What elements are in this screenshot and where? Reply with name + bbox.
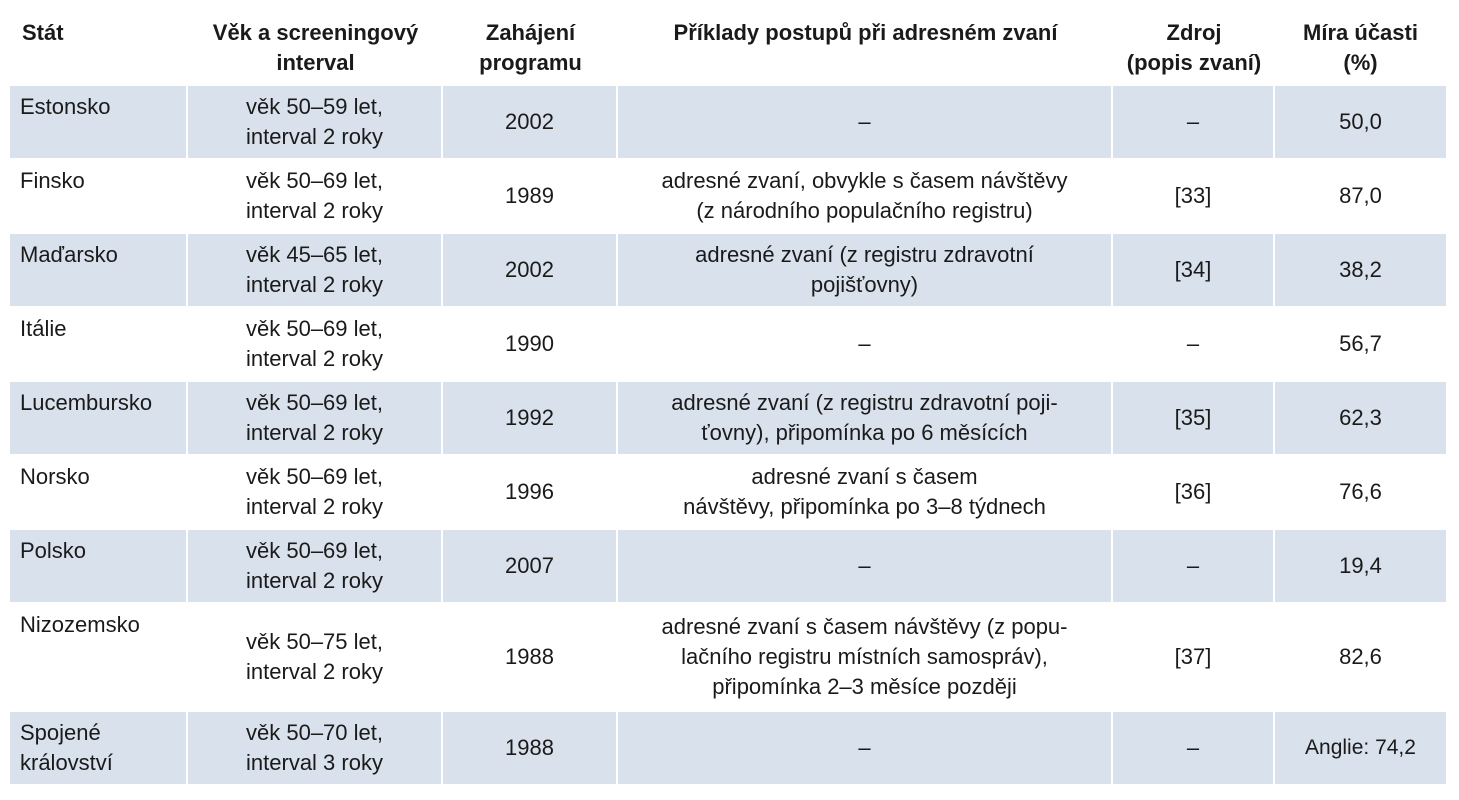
age-interval-cell <box>188 86 443 160</box>
screening-programs-table <box>10 12 1446 786</box>
table-row <box>10 530 1446 604</box>
invitation-method-cell-line: adresné zvaní s časem návštěvy (z popu- <box>661 614 1068 639</box>
invitation-method-cell <box>618 86 1113 160</box>
source-cell: [36] <box>1113 456 1275 530</box>
source-cell: [33] <box>1113 160 1275 234</box>
invitation-method-cell-line: – <box>858 553 871 578</box>
age-interval-cell-line: věk 50–69 let, <box>246 316 383 341</box>
invitation-method-cell <box>618 456 1113 530</box>
header-participation-rate: Míra účasti (%) <box>1275 12 1446 86</box>
invitation-method-cell <box>618 712 1113 786</box>
age-interval-cell <box>188 308 443 382</box>
source-cell: – <box>1113 86 1275 160</box>
program-start-cell: 2002 <box>443 86 618 160</box>
table-row <box>10 712 1446 786</box>
invitation-method-cell-line: návštěvy, připomínka po 3–8 týdnech <box>683 494 1046 519</box>
invitation-method-cell-line: adresné zvaní (z registru zdravotní <box>695 242 1034 267</box>
participation-rate-cell: 50,0 <box>1275 86 1446 160</box>
source-cell: [35] <box>1113 382 1275 456</box>
country-cell <box>10 86 188 160</box>
age-interval-cell <box>188 530 443 604</box>
country-cell <box>10 234 188 308</box>
participation-rate-cell: 62,3 <box>1275 382 1446 456</box>
age-interval-cell-line: interval 2 roky <box>246 124 383 149</box>
table-row <box>10 160 1446 234</box>
age-interval-cell-line: věk 50–69 let, <box>246 390 383 415</box>
country-cell <box>10 712 188 786</box>
program-start-cell: 2007 <box>443 530 618 604</box>
country-cell <box>10 160 188 234</box>
country-cell <box>10 530 188 604</box>
source-cell: – <box>1113 712 1275 786</box>
participation-rate-cell: 82,6 <box>1275 604 1446 712</box>
country-cell-line: Estonsko <box>20 94 111 119</box>
invitation-method-cell-line: lačního registru místních samospráv), <box>681 644 1048 669</box>
age-interval-cell-line: věk 45–65 let, <box>246 242 383 267</box>
age-interval-cell <box>188 604 443 712</box>
age-interval-cell-line: věk 50–69 let, <box>246 538 383 563</box>
age-interval-cell-line: věk 50–69 let, <box>246 464 383 489</box>
age-interval-cell-line: věk 50–70 let, <box>246 720 383 745</box>
invitation-method-cell-line: – <box>858 109 871 134</box>
source-cell: [37] <box>1113 604 1275 712</box>
header-invitation-methods: Příklady postupů při adresném zvaní <box>618 12 1113 86</box>
age-interval-cell-line: interval 3 roky <box>246 750 383 775</box>
country-cell <box>10 604 188 712</box>
age-interval-cell <box>188 234 443 308</box>
age-interval-cell <box>188 382 443 456</box>
age-interval-cell-line: interval 2 roky <box>246 568 383 593</box>
header-source: Zdroj (popis zvaní) <box>1113 12 1275 86</box>
program-start-cell: 1988 <box>443 712 618 786</box>
invitation-method-cell-line: (z národního populačního registru) <box>696 198 1033 223</box>
table-body <box>10 86 1446 786</box>
country-cell <box>10 382 188 456</box>
age-interval-cell-line: věk 50–59 let, <box>246 94 383 119</box>
header-program-start: Zahájení programu <box>443 12 618 86</box>
country-cell-line: Norsko <box>20 464 90 489</box>
participation-rate-cell: 76,6 <box>1275 456 1446 530</box>
country-cell <box>10 308 188 382</box>
invitation-method-cell <box>618 234 1113 308</box>
header-country: Stát <box>10 12 188 86</box>
age-interval-cell-line: interval 2 roky <box>246 659 383 684</box>
table-row <box>10 308 1446 382</box>
invitation-method-cell-line: – <box>858 735 871 760</box>
age-interval-cell-line: interval 2 roky <box>246 494 383 519</box>
country-cell-line: Polsko <box>20 538 87 563</box>
invitation-method-cell-line: pojišťovny) <box>810 272 919 297</box>
program-start-cell: 1990 <box>443 308 618 382</box>
invitation-method-cell <box>618 604 1113 712</box>
participation-rate-cell: 19,4 <box>1275 530 1446 604</box>
invitation-method-cell-line: – <box>858 331 871 356</box>
age-interval-cell-line: interval 2 roky <box>246 420 383 445</box>
source-cell: – <box>1113 530 1275 604</box>
age-interval-cell-line: interval 2 roky <box>246 198 383 223</box>
table-row <box>10 456 1446 530</box>
country-cell-line: Maďarsko <box>20 242 118 267</box>
invitation-method-cell-line: adresné zvaní, obvykle s časem návštěvy <box>661 168 1068 193</box>
program-start-cell: 2002 <box>443 234 618 308</box>
participation-rate-cell: Anglie: 74,2 <box>1275 712 1446 786</box>
age-interval-cell <box>188 456 443 530</box>
table-row <box>10 86 1446 160</box>
age-interval-cell-line: věk 50–75 let, <box>246 629 383 654</box>
participation-rate-cell: 56,7 <box>1275 308 1446 382</box>
age-interval-cell-line: interval 2 roky <box>246 346 383 371</box>
age-interval-cell-line: věk 50–69 let, <box>246 168 383 193</box>
country-cell-line: království <box>20 750 113 775</box>
source-cell: – <box>1113 308 1275 382</box>
table-row <box>10 234 1446 308</box>
participation-rate-cell: 87,0 <box>1275 160 1446 234</box>
invitation-method-cell <box>618 308 1113 382</box>
country-cell-line: Nizozemsko <box>20 612 140 637</box>
age-interval-cell <box>188 160 443 234</box>
header-age-interval: Věk a screeningový interval <box>188 12 443 86</box>
invitation-method-cell <box>618 530 1113 604</box>
country-cell-line: Lucembursko <box>20 390 153 415</box>
program-start-cell: 1992 <box>443 382 618 456</box>
program-start-cell: 1996 <box>443 456 618 530</box>
invitation-method-cell-line: adresné zvaní (z registru zdravotní poji- <box>671 390 1058 415</box>
invitation-method-cell-line: adresné zvaní s časem <box>751 464 978 489</box>
program-start-cell: 1989 <box>443 160 618 234</box>
invitation-method-cell <box>618 160 1113 234</box>
invitation-method-cell-line: ťovny), připomínka po 6 měsících <box>701 420 1028 445</box>
table-row <box>10 604 1446 712</box>
invitation-method-cell <box>618 382 1113 456</box>
program-start-cell: 1988 <box>443 604 618 712</box>
invitation-method-cell-line: připomínka 2–3 měsíce později <box>712 674 1017 699</box>
country-cell-line: Spojené <box>20 720 101 745</box>
table-row <box>10 382 1446 456</box>
age-interval-cell-line: interval 2 roky <box>246 272 383 297</box>
country-cell-line: Itálie <box>20 316 67 341</box>
participation-rate-cell: 38,2 <box>1275 234 1446 308</box>
age-interval-cell <box>188 712 443 786</box>
table-header-row <box>10 12 1446 86</box>
source-cell: [34] <box>1113 234 1275 308</box>
country-cell-line: Finsko <box>20 168 85 193</box>
country-cell <box>10 456 188 530</box>
